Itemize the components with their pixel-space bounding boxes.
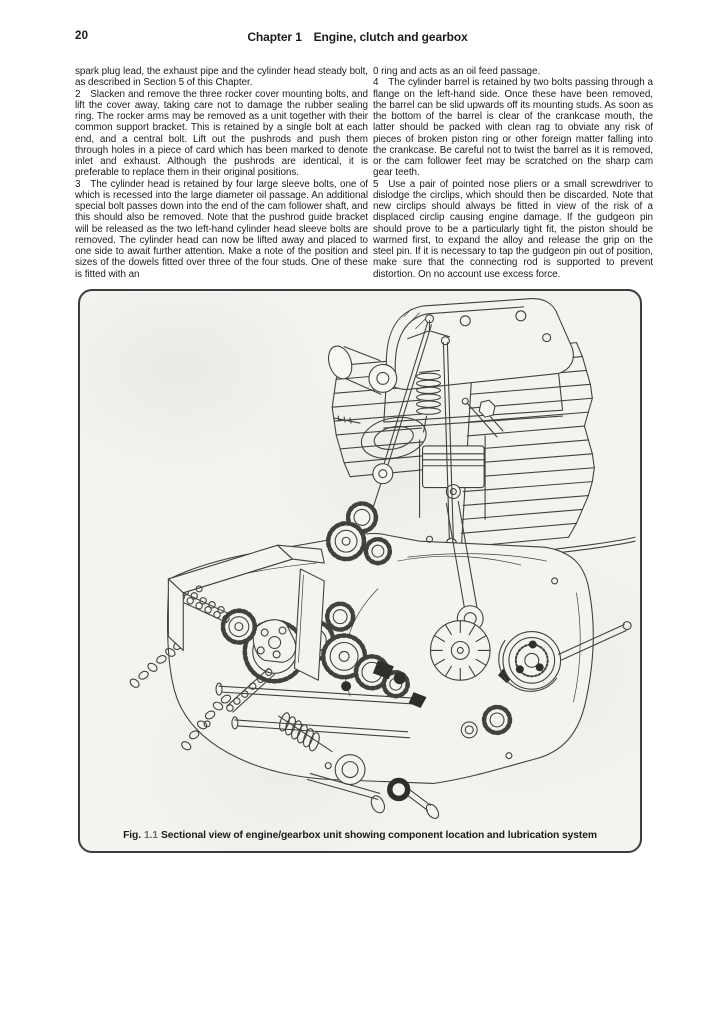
rocker-cover xyxy=(386,299,573,390)
figure-box xyxy=(78,289,642,853)
paragraph: 0 ring and acts as an oil feed passage. xyxy=(373,66,541,77)
caption-text: Sectional view of engine/gearbox unit showing component location and lubrication system xyxy=(161,830,597,841)
paragraph: spark plug lead, the exhaust pipe and the cylinder head steady bolt, as described in Section 5 of this Chapter. xyxy=(75,66,371,89)
caption-prefix: Fig. xyxy=(123,830,142,841)
paragraph: 5 Use a pair of pointed nose pliers or a small screwdriver to dislodge the circlips, which should then be discarded. Note that new circlips should always be fitted in view of the risk of a displaced circlip causing engine damage. If the gudgeon pin should prove to be a particularly tight fit, the piston should be warmed first, to expand the alloy and release the grip on the steel pin. If it is necessary to tap the gudgeon pin out of position, make sure that the connecting rod is supported to prevent distortion. On no account use excess force. xyxy=(373,178,656,280)
gasket-plate xyxy=(294,569,324,680)
engine-gearbox-sectional-diagram xyxy=(80,291,640,851)
paragraph: 4 The cylinder barrel is retained by two bolts passing through a flange on the left-hand side. Once these have been removed, the barrel can be slid upwards off its mounting studs. As soon as the bottom of the barrel is clear of the crankcase mouth, the latter should be packed with clean rag to obviate any risk of pieces of broken piston ring or other foreign matter falling into the crankcase. Be careful not to twist the barrel as it is removed, or the cam follower feet may be scratched on the sharp cam gear teeth. xyxy=(373,77,656,179)
caption-number: 1.1 xyxy=(144,830,159,841)
chapter-header: Chapter 1 Engine, clutch and gearbox xyxy=(247,30,468,44)
paragraph: 3 The cylinder head is retained by four large sleeve bolts, one of which is recessed into the large diameter oil passage. An additional special bolt passes down into the end of the cam follower shaft, and this should also be removed. Note that the pushrod guide bracket will be released as the two left-hand cylinder head sleeve bolts are removed. The cylinder head can now be lifted away and placed to one side to await further attention. Make a note of the position and sizes of the dowels fitted over three of the four studs. One of these is fitted with an xyxy=(75,178,371,280)
figure-caption xyxy=(80,830,640,841)
paragraph: 2 Slacken and remove the three rocker cover mounting bolts, and lift the cover away, taking care not to damage the rubber sealing ring. The rocker arms may be removed as a unit together with their common support bracket. This is retained by a single bolt at each end, and a central bolt. Lift out the pushrods and push them through holes in a piece of card which has been marked to denote inlet and exhaust. Although the pushrods are identical, it is preferable to replace them in their original positions. xyxy=(75,88,371,179)
camshaft-gears xyxy=(328,503,390,563)
text-column-left xyxy=(75,66,371,280)
text-column-right xyxy=(373,66,656,280)
page-number: 20 xyxy=(75,30,89,42)
